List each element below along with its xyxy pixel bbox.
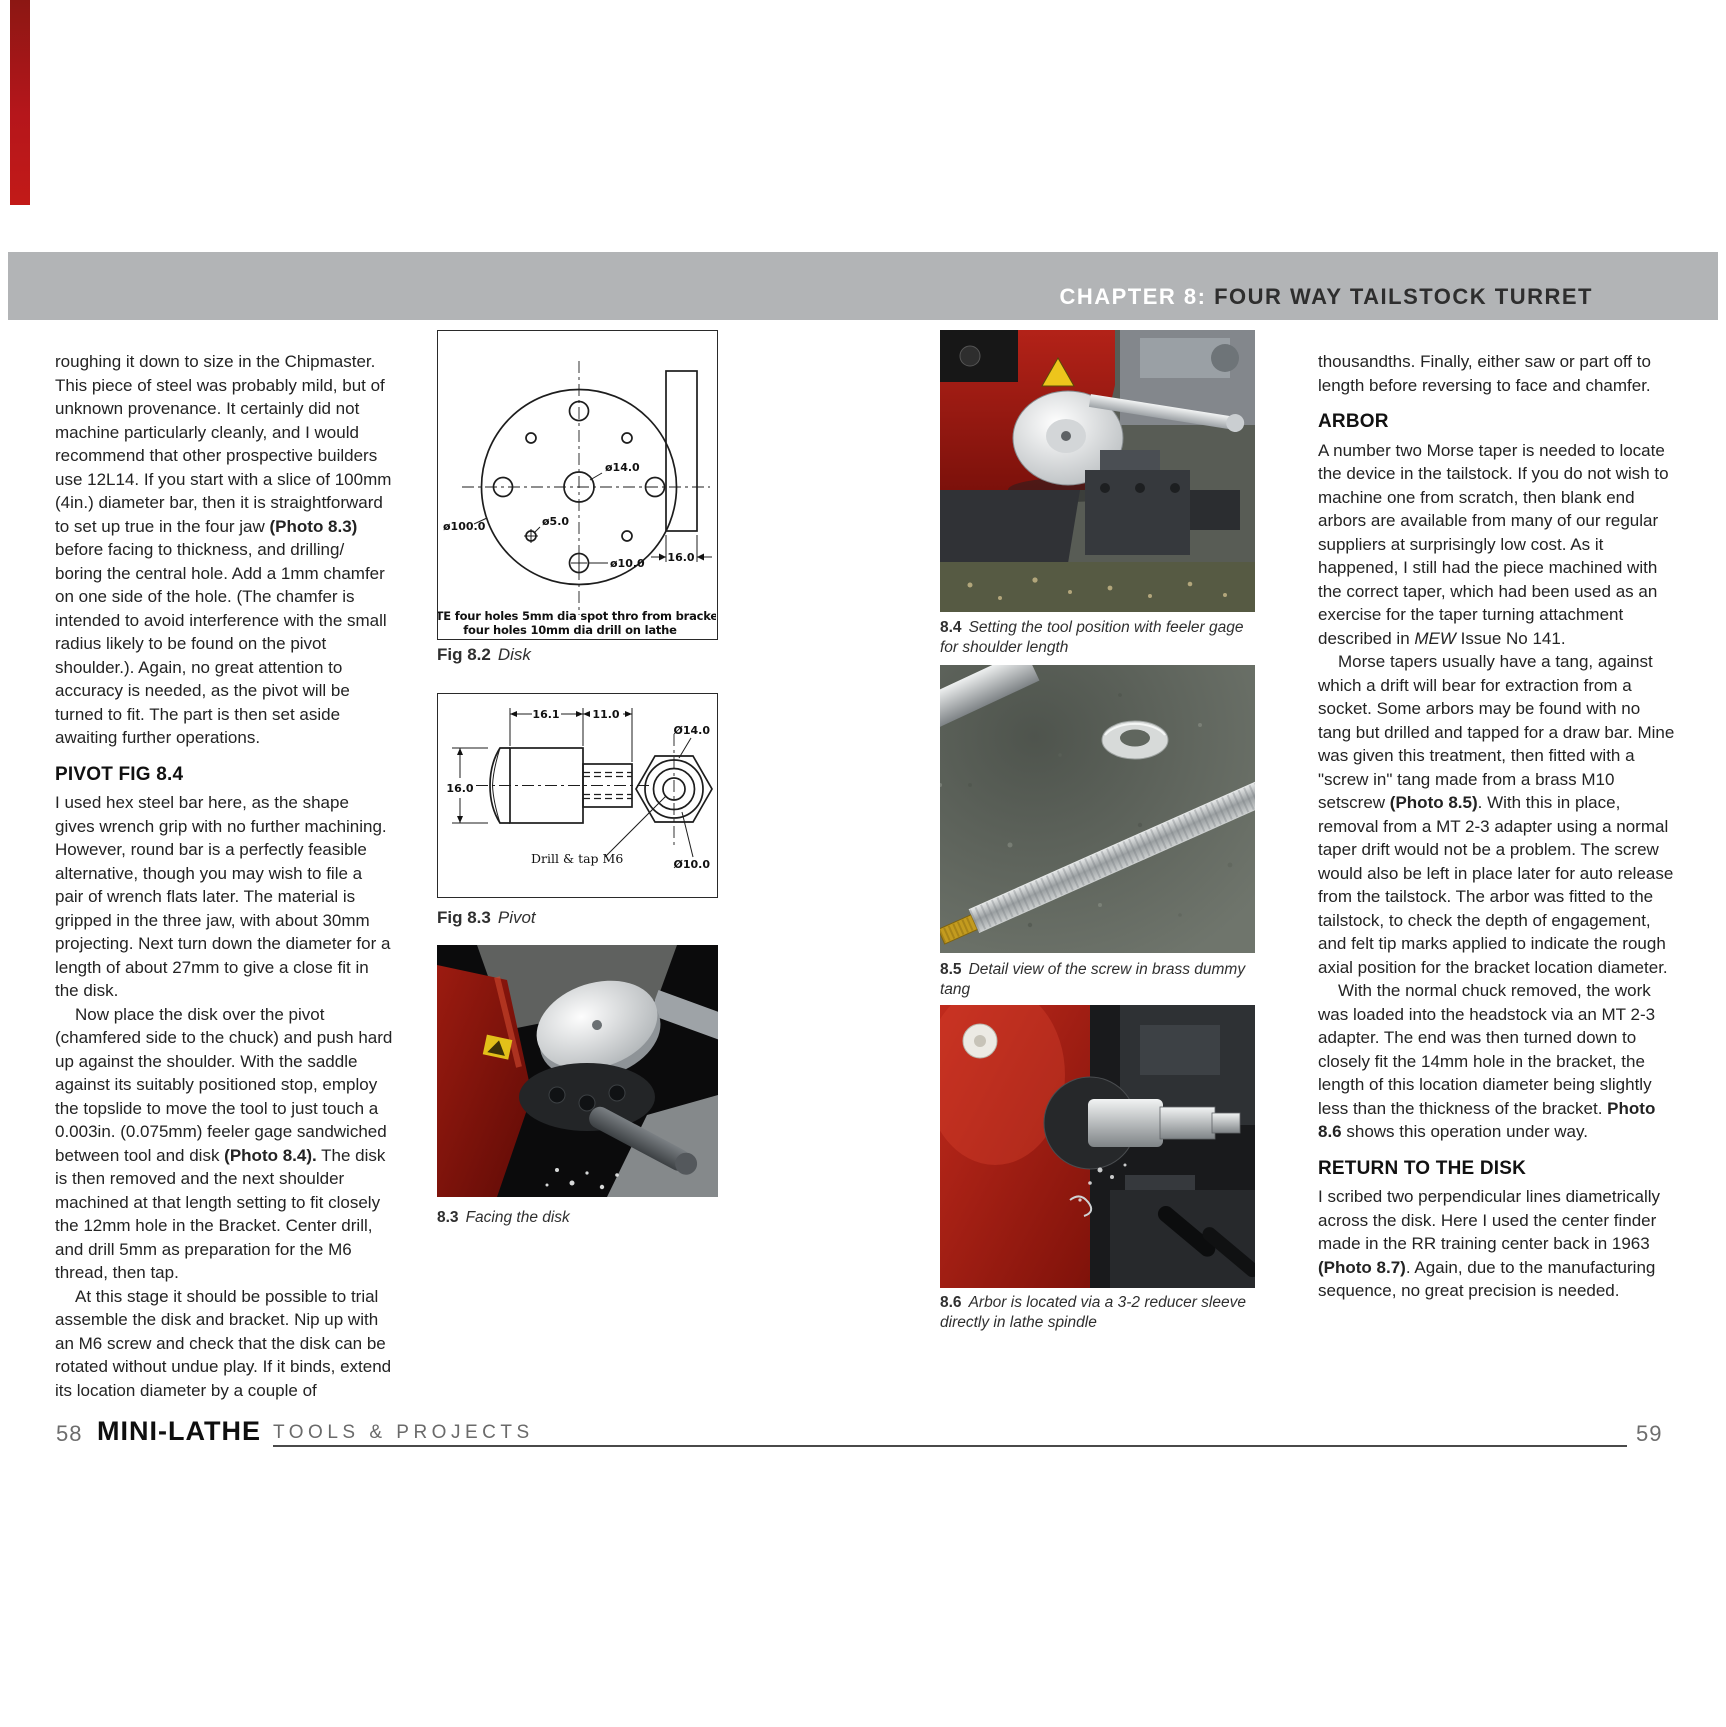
text-column-left [55, 350, 393, 1402]
chapter-header-band [8, 252, 1718, 320]
paragraph-text: A number two Morse taper is needed to locate the device in the tailstock. If you do not wish to machine one from scratch, then blank end arbors are available from many of our regular suppliers at surprisingly low cost. As it happened, I still had the piece machined with the correct taper, which had been used as an exercise for the taper turning attachment described in [1318, 440, 1669, 648]
paragraph: thousandths. Finally, either saw or part off to length before reversing to face and chamfer. [1318, 352, 1651, 395]
disk-side-view [651, 371, 712, 564]
paragraph [55, 1003, 393, 1285]
figure-8-2-box [437, 330, 718, 640]
spine-accent-bar [10, 0, 30, 205]
paragraph-text: Now place the disk over the pivot (chamfered side to the chuck) and push hard up against the shoulder. With the saddle against its suitably positioned stop, employ the topslide to move the tool to just touch a 0.003in. (0.075mm) feeler gage sandwiched between tool and disk [55, 1004, 393, 1165]
figure-note-line2: four holes 10mm dia drill on lathe [463, 623, 677, 637]
dim-label-hex-circle: Ø14.0 [673, 724, 710, 737]
chip-tray [940, 562, 1255, 612]
footer-rule [273, 1445, 1627, 1447]
figure-note-line1: NOTE four holes 5mm dia spot thro from bracket [438, 609, 716, 623]
paragraph [1318, 650, 1676, 979]
photo-8-3-image [437, 945, 718, 1197]
figure-8-2-caption [437, 645, 718, 666]
toolpost [1085, 470, 1190, 555]
magazine-name: MEW [1414, 628, 1456, 648]
photo-label: 8.6 [940, 1294, 962, 1311]
paragraph: At this stage it should be possible to trial assemble the disk and bracket. Nip up with an M6 screw and check that the disk can be rotated without undue play. If it binds, extend its location diameter by a couple of [55, 1286, 392, 1400]
photo-8-5-image [940, 665, 1255, 953]
paragraph-text: . With this in place, removal from a MT 2-3 adapter using a normal taper drift would not be a problem. The screw would also be left in place later for auto release from the tailstock. The arbor was fitted to the tailstock, to check the depth of engagement, and felt tip marks applied to indicate the rough axial position for the bracket location diameter. [1318, 793, 1674, 977]
photo-caption-text: Detail view of the screw in brass dummy tang [940, 961, 1246, 998]
photo-8-6-image [940, 1005, 1255, 1288]
dim-label-outer-diameter: ø100.0 [443, 520, 486, 533]
dim-label-body-length: 16.1 [532, 708, 560, 721]
section-heading-pivot: PIVOT FIG 8.4 [55, 763, 184, 785]
book-title: MINI-LATHE [97, 1416, 261, 1446]
photo-reference: Photo 8.6 [1318, 1098, 1656, 1141]
paragraph-text: roughing it down to size in the Chipmaster. This piece of steel was probably mild, but of unknown provenance. It certainly did not machine particularly cleanly, and I would recommend that other prospective builders use 12L14. If you start with a slice of 100mm (4in.) diameter bar, then it is straightforward to set up true in the four jaw [55, 352, 392, 536]
figure-8-3-box [437, 693, 718, 898]
photo-8-4-caption [940, 618, 1255, 658]
figure-8-3-drawing [438, 694, 716, 896]
dim-label-center-hole: ø14.0 [605, 461, 640, 474]
disk-dimension-labels [443, 461, 645, 570]
text-column-right [1318, 350, 1676, 1303]
paragraph [1318, 1185, 1676, 1303]
paragraph-text: With the normal chuck removed, the work was loaded into the headstock via an MT 2-3 adapter. The end was then turned down to closely fit the 14mm hole in the bracket, the length of this location diameter being slightly less than the thickness of the bracket. [1318, 981, 1656, 1118]
paragraph-text: I scribed two perpendicular lines diametrically across the disk. Here I used the center finder made in the RR training center back in 1963 [1318, 1187, 1661, 1253]
page-number-right: 59 [1636, 1421, 1663, 1446]
dim-label-bolt-hole: ø10.0 [610, 557, 645, 570]
photo-8-6-caption [940, 1293, 1255, 1333]
photo-label: 8.5 [940, 961, 962, 978]
section-heading-return-to-disk: RETURN TO THE DISK [1318, 1157, 1527, 1179]
paragraph [1318, 979, 1676, 1144]
chapter-title: FOUR WAY TAILSTOCK TURRET [1214, 284, 1593, 309]
dim-label-thickness: 16.0 [667, 551, 695, 564]
section-heading-arbor: ARBOR [1318, 411, 1389, 432]
dim-label-spigot-circle: Ø10.0 [673, 858, 710, 871]
paragraph-text: Issue No 141. [1455, 628, 1566, 648]
photo-8-5-caption [940, 960, 1255, 1000]
paragraph [1318, 439, 1676, 651]
figure-caption-text: Pivot [497, 908, 536, 927]
pivot-end-view [636, 734, 712, 846]
dim-label-spigot-length: 11.0 [592, 708, 620, 721]
photo-caption-text: Arbor is located via a 3-2 reducer sleeve directly in lathe spindle [940, 1294, 1246, 1331]
washer-ring [1102, 721, 1168, 759]
figure-8-3-caption [437, 908, 718, 929]
chapter-number-label: CHAPTER 8: [1059, 284, 1215, 309]
pivot-end-view-labels [531, 724, 710, 871]
paragraph-text: before facing to thickness, and drilling/ boring the central hole. Add a 1mm chamfer on one side of the hole. (The chamfer is intended to avoid interference with the small radius likely to be found on the pivot shoulder.). Again, no great attention to accuracy is needed, as the pivot will be turned to fit. The part is then set aside awaiting further operations. [55, 540, 387, 747]
dim-label-small-hole: ø5.0 [542, 515, 570, 528]
photo-label: 8.3 [437, 1209, 459, 1226]
photo-caption-text: Setting the tool position with feeler gage for shoulder length [940, 619, 1244, 656]
toolpost [1110, 1190, 1255, 1288]
dim-label-hex-height: 16.0 [446, 782, 474, 795]
photo-reference: (Photo 8.3) [269, 516, 358, 536]
figure-caption-text: Disk [497, 645, 531, 664]
tap-note-label: Drill & tap M6 [531, 851, 624, 866]
pivot-side-view [476, 748, 650, 823]
paragraph: I used hex steel bar here, as the shape gives wrench grip with no further machining. However, round bar is a perfectly feasible alternative, though you may wish to file a pair of wrench flats later. The material is gripped in the three jaw, with about 30mm projecting. Next turn down the diameter for a length of about 27mm to give a close fit in the disk. [55, 793, 391, 1000]
paragraph-text: . Again, due to the manufacturing sequence, no great precision is needed. [1318, 1257, 1656, 1300]
pivot-length-dimensions [510, 708, 632, 762]
figure-label: Fig 8.3 [437, 908, 491, 927]
book-subtitle: TOOLS & PROJECTS [273, 1422, 534, 1443]
photo-8-4-image [940, 330, 1255, 612]
photo-label: 8.4 [940, 619, 962, 636]
photo-8-3-caption [437, 1208, 718, 1228]
page-number-left: 58 [56, 1421, 83, 1446]
photo-reference: (Photo 8.5) [1389, 793, 1478, 812]
paragraph-text: shows this operation under way. [1341, 1122, 1588, 1141]
paragraph [55, 350, 393, 750]
photo-caption-text: Facing the disk [465, 1209, 570, 1226]
paragraph-text: The disk is then removed and the next shoulder machined at that length setting to fit closely the 12mm hole in the Bracket. Center drill, and drill 5mm as preparation for the M6 thread, then tap. [55, 1145, 386, 1282]
paragraph-text: Morse tapers usually have a tang, against which a drift will bear for extraction from a socket. Some arbors may be found with no tang but drilled and tapped for a draw bar. Mine was given this treatment, then fitted with a "screw in" tang made from a brass M10 setscrew [1318, 652, 1675, 812]
figure-8-2-drawing [438, 331, 716, 638]
photo-reference: (Photo 8.7) [1318, 1257, 1406, 1277]
figure-label: Fig 8.2 [437, 645, 491, 664]
photo-reference: (Photo 8.4). [224, 1145, 317, 1165]
